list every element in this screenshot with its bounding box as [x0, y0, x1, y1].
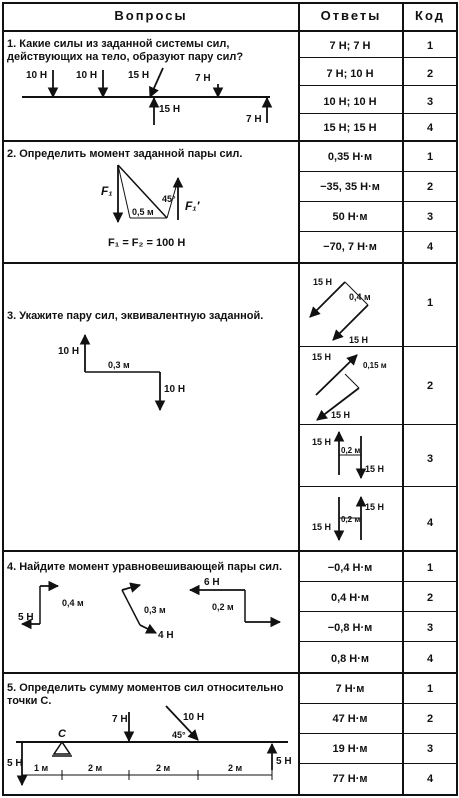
row-separator [298, 641, 458, 642]
answer-4-4: 0,8 Н·м [330, 653, 370, 665]
force-label: 6 Н [204, 577, 220, 588]
answer-5-2: 47 Н·м [332, 713, 368, 725]
force-label: 7 Н [246, 114, 262, 125]
force-label: 7 Н [195, 73, 211, 84]
row-separator [298, 611, 458, 612]
answer-1-1: 7 Н; 7 Н [329, 40, 371, 52]
answer-4-3: −0,8 Н·м [327, 622, 373, 634]
force-label: 15 Н [128, 70, 150, 81]
force-label: 5 Н [7, 758, 23, 769]
answer-2-4: −70, 7 Н·м [323, 241, 377, 253]
code-1: 1 [426, 683, 434, 695]
header-answers: Ответы [320, 8, 382, 23]
distance-label: 0,2 м [212, 602, 234, 612]
force-label: 15 Н [159, 104, 181, 115]
code-1: 1 [426, 40, 434, 52]
code-3: 3 [426, 211, 434, 223]
dimension-label: 2 м [228, 763, 243, 773]
answer-1-3: 10 Н; 10 Н [323, 96, 377, 108]
answer-5-4: 77 Н·м [332, 773, 368, 785]
answer-1-2: 7 Н; 10 Н [326, 68, 374, 80]
dimension-label: 1 м [34, 763, 49, 773]
question-3-text: 3. Укажите пару сил, эквивалентную заданной. [7, 310, 264, 322]
code-3: 3 [426, 453, 434, 465]
answer-5-3: 19 Н·м [332, 743, 368, 755]
dimension-label: 2 м [156, 763, 171, 773]
code-4: 4 [426, 773, 434, 785]
header-code: Код [415, 8, 445, 23]
distance-label: 0,3 м [144, 605, 166, 615]
answer-2-2: −35, 35 Н·м [320, 181, 380, 193]
code-4: 4 [426, 517, 434, 529]
answer-5-1: 7 Н·м [335, 683, 365, 695]
force-label: 15 Н [312, 352, 332, 362]
header-questions: Вопросы [114, 8, 188, 23]
question-1-text: 1. Какие силы из заданной системы сил, действующих на тело, образуют пару сил? [7, 38, 244, 63]
code-1: 1 [426, 562, 434, 574]
question-5-text: 5. Определить сумму моментов сил относительно точки C. [7, 682, 284, 707]
force-label: 15 Н [349, 335, 369, 345]
row-separator [298, 763, 458, 764]
answer-3-4 [312, 497, 384, 540]
force-label: 15 Н [365, 464, 385, 474]
force-label: 10 Н [58, 346, 80, 357]
row-separator [298, 703, 458, 704]
angle-label: 45° [172, 730, 186, 740]
distance-label: 0,4 м [62, 598, 84, 608]
answer-2-3: 50 Н·м [332, 211, 368, 223]
force-label-f1-prime: F₁′ [185, 199, 200, 213]
answer-3-1 [310, 277, 371, 345]
support [54, 742, 70, 754]
code-4: 4 [426, 241, 434, 253]
distance-label: 0,2 м [341, 515, 361, 524]
force-label: 10 Н [26, 70, 48, 81]
force-label: 7 Н [112, 714, 128, 725]
distance-label: 0,3 м [108, 360, 130, 370]
distance-label: 0,2 м [341, 446, 361, 455]
row-separator [298, 733, 458, 734]
code-3: 3 [426, 743, 434, 755]
force-label: 5 Н [18, 612, 34, 623]
distance-label: 0,4 м [349, 292, 371, 302]
distance-label: 0,5 м [132, 207, 154, 217]
answer-3-3 [312, 432, 384, 478]
code-2: 2 [426, 181, 434, 193]
answer-2-1: 0,35 Н·м [327, 151, 373, 163]
code-2: 2 [426, 68, 434, 80]
arm-line [345, 374, 359, 388]
code-1: 1 [426, 151, 434, 163]
code-2: 2 [426, 380, 434, 392]
code-4: 4 [426, 122, 434, 134]
code-2: 2 [426, 713, 434, 725]
force-label: 15 Н [331, 410, 351, 420]
force-label: 4 Н [158, 630, 174, 641]
force-label: 15 Н [312, 437, 332, 447]
answer-3-2 [312, 352, 387, 420]
force-label: 10 Н [183, 712, 205, 723]
formula: F₁ = F₂ = 100 Н [108, 237, 186, 249]
angle-label: 45° [162, 194, 176, 204]
answer-1-4: 15 Н; 15 Н [323, 122, 377, 134]
force-arrow [310, 282, 345, 317]
force-label: 5 Н [276, 756, 292, 767]
force-label-f1: F₁ [101, 184, 113, 198]
code-1: 1 [426, 297, 434, 309]
point-label: C [58, 728, 66, 740]
force-label: 10 Н [164, 384, 186, 395]
code-4: 4 [426, 653, 434, 665]
answer-4-2: 0,4 Н·м [330, 592, 370, 604]
question-4-text: 4. Найдите момент уравновешивающей пары сил. [7, 561, 283, 573]
dimension-label: 2 м [88, 763, 103, 773]
code-3: 3 [426, 96, 434, 108]
table-border-bottom [2, 794, 458, 796]
force-label: 10 Н [76, 70, 98, 81]
distance-label: 0,15 м [363, 361, 387, 370]
code-3: 3 [426, 622, 434, 634]
row-separator [298, 581, 458, 582]
code-2: 2 [426, 592, 434, 604]
question-2-text: 2. Определить момент заданной пары сил. [7, 148, 243, 160]
force-label: 15 Н [312, 522, 332, 532]
answer-4-1: −0,4 Н·м [327, 562, 373, 574]
force-label: 15 Н [313, 277, 333, 287]
force-label: 15 Н [365, 502, 385, 512]
